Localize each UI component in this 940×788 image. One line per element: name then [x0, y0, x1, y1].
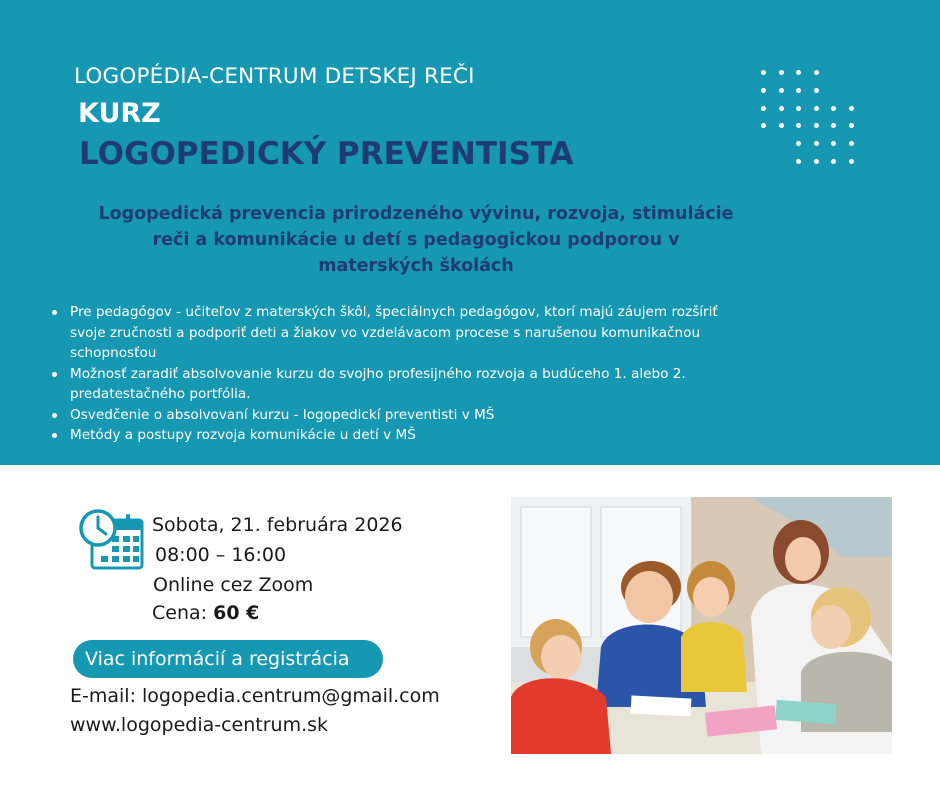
- more-info-registration-button[interactable]: Viac informácií a registrácia: [73, 640, 383, 678]
- list-item: [52, 302, 812, 364]
- list-item-text: Metódy a postupy rozvoja komunikácie u detí v MŠ: [70, 427, 416, 443]
- benefits-list: [52, 302, 812, 446]
- decorative-dot: [814, 106, 819, 111]
- decorative-dot: [796, 123, 801, 128]
- bullet-icon: [52, 433, 57, 438]
- decorative-dot: [761, 88, 766, 93]
- decorative-dot: [831, 141, 836, 146]
- list-item: [52, 425, 812, 446]
- decorative-dot: [814, 141, 819, 146]
- decorative-dot: [796, 88, 801, 93]
- list-item-text: schopnosťou: [70, 345, 157, 361]
- classroom-photo: [511, 497, 892, 754]
- event-price: [152, 602, 259, 624]
- decorative-dots: [756, 64, 898, 206]
- event-time: 08:00 – 16:00: [155, 544, 287, 566]
- decorative-dot: [814, 70, 819, 75]
- list-item-text: Pre pedagógov - učiteľov z materských škôl, špeciálnych pedagógov, ktorí majú záujem rozšíriť: [70, 304, 718, 320]
- contact-email[interactable]: E-mail: logopedia.centrum@gmail.com: [70, 685, 440, 707]
- decorative-dot: [761, 70, 766, 75]
- decorative-dot: [779, 70, 784, 75]
- decorative-dot: [849, 159, 854, 164]
- course-title: LOGOPEDICKÝ PREVENTISTA: [79, 136, 574, 172]
- contact-website[interactable]: www.logopedia-centrum.sk: [70, 714, 329, 736]
- course-subtitle: [30, 201, 802, 279]
- decorative-dot: [814, 123, 819, 128]
- subtitle-line: reči a komunikácie u detí s pedagogickou podporou v: [152, 230, 680, 250]
- decorative-dot: [849, 106, 854, 111]
- decorative-dot: [761, 123, 766, 128]
- list-item-text: Osvedčenie o absolvovaní kurzu - logopedickí preventisti v MŠ: [70, 406, 495, 423]
- decorative-dot: [796, 70, 801, 75]
- bullet-icon: [52, 413, 57, 418]
- calendar-clock-icon: [78, 508, 146, 572]
- list-item-text: svoje zručnosti a podporiť deti a žiakov vo vzdelávacom procese s narušenou komunikačnou: [70, 324, 701, 341]
- decorative-dot: [796, 159, 801, 164]
- decorative-dot: [779, 106, 784, 111]
- price-value: 60 €: [213, 602, 260, 624]
- decorative-dot: [849, 141, 854, 146]
- decorative-dot: [796, 141, 801, 146]
- decorative-dot: [849, 123, 854, 128]
- organization-name: LOGOPÉDIA-CENTRUM DETSKEJ REČI: [74, 64, 475, 89]
- event-location: Online cez Zoom: [153, 574, 314, 596]
- decorative-dot: [831, 123, 836, 128]
- event-date: Sobota, 21. februára 2026: [152, 514, 403, 536]
- subtitle-line: Logopedická prevencia prirodzeného vývinu, rozvoja, stimulácie: [98, 204, 734, 224]
- decorative-dot: [779, 88, 784, 93]
- decorative-dot: [779, 123, 784, 128]
- decorative-dot: [761, 106, 766, 111]
- course-label: KURZ: [78, 98, 161, 129]
- subtitle-line: materských školách: [318, 256, 514, 276]
- bullet-icon: [52, 310, 57, 315]
- decorative-dot: [814, 88, 819, 93]
- list-item: [52, 405, 812, 426]
- list-item: [52, 364, 812, 405]
- list-item-text: predatestačného portfólia.: [70, 386, 251, 402]
- list-item-text: Možnosť zaradiť absolvovanie kurzu do svojho profesijného rozvoja a budúceho 1. alebo 2.: [70, 365, 686, 382]
- decorative-dot: [814, 159, 819, 164]
- decorative-dot: [831, 106, 836, 111]
- bullet-icon: [52, 372, 57, 377]
- price-label: Cena:: [152, 602, 208, 624]
- decorative-dot: [831, 159, 836, 164]
- decorative-dot: [796, 106, 801, 111]
